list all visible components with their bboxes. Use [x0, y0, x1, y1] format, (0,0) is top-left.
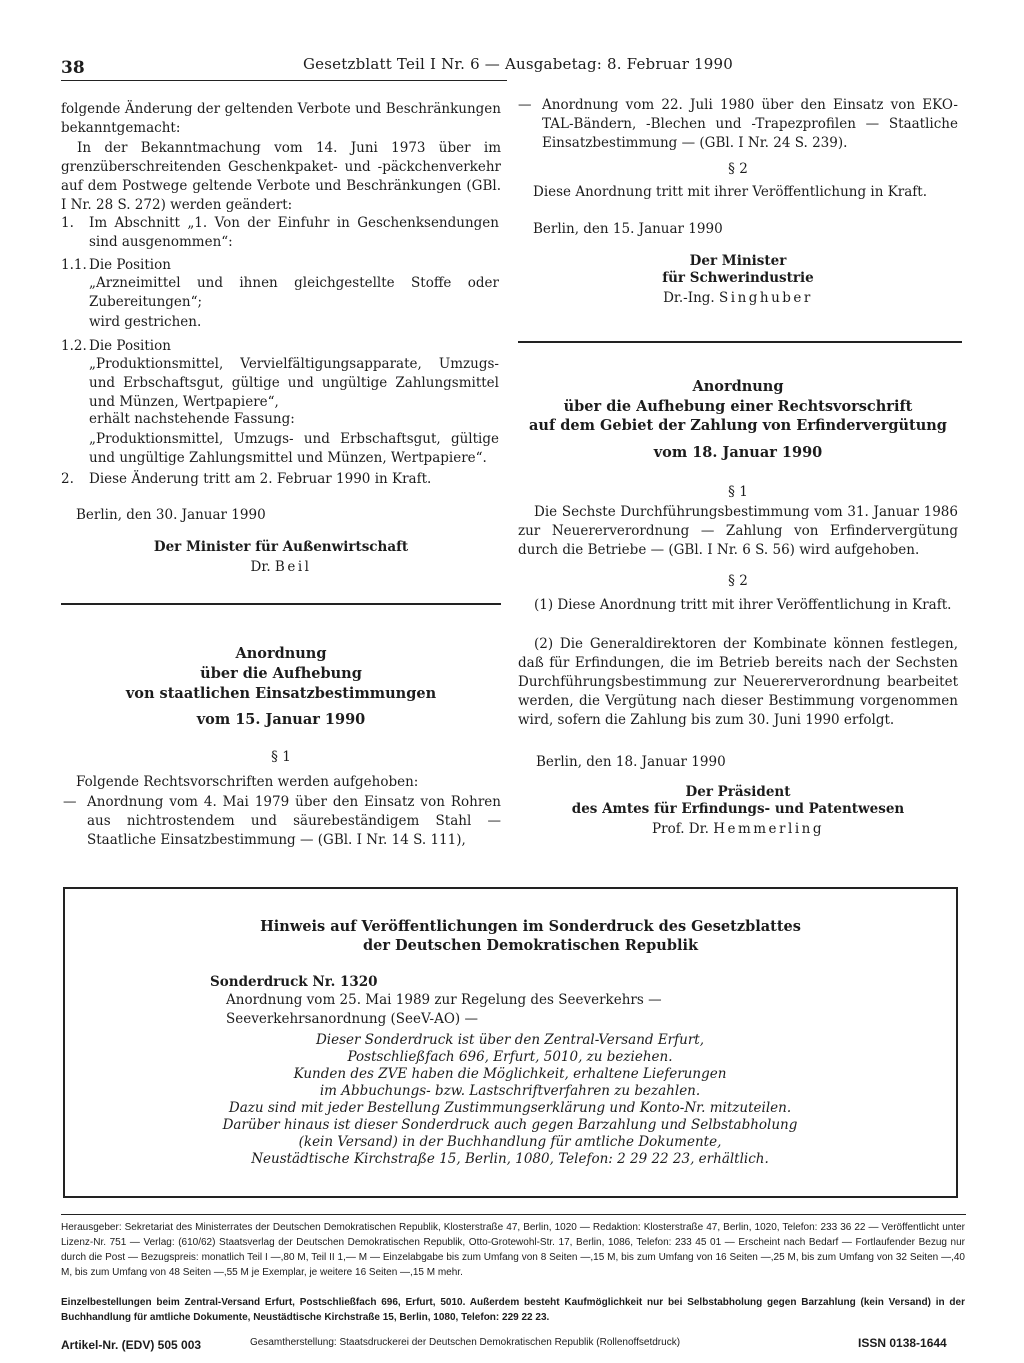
footer-article-number: Artikel-Nr. (EDV) 505 003 [61, 1338, 202, 1352]
ord2-section-1: § 1 [271, 749, 291, 765]
item-1-1-number: 1.1. [61, 257, 87, 273]
ord2-dash-1-marker: — [63, 794, 77, 810]
signer-prefix-3: Prof. Dr. [652, 821, 709, 837]
footer-orders: Einzelbestellungen beim Zentral-Versand Erfurt, Postschließfach 696, Erfurt, 5010. Außerdem besteht Kaufmöglichkeit nur bei Selbstabholung gegen Barzahlung (kein Versand) in der Buchhandlung für amtliche Dokumente, Neustädtische Kirchstraße 15, Berlin, 1080, Telefon: 229 22 23. [61, 1297, 965, 1323]
item-1-2-mid: erhält nachstehende Fassung: [89, 411, 295, 427]
signer-title-1: Der Minister für Außenwirtschaft [153, 539, 409, 555]
signer-prefix-2: Dr.-Ing. [663, 290, 715, 306]
notice-text: Anordnung vom 25. Mai 1989 zur Regelung des Seeverkehrs — Seeverkehrsanordnung (SeeV-AO) — [226, 992, 662, 1027]
ord3-section-1: § 1 [728, 484, 748, 500]
ord2-section-2: § 2 [728, 161, 748, 177]
item-1-number: 1. [61, 215, 74, 231]
item-1-1-after: wird gestrichen. [89, 314, 202, 330]
page-header-title: Gesetzblatt Teil I Nr. 6 — Ausgabetag: 8. Februar 1990 [303, 55, 734, 73]
ord2-title-line1: Anordnung [235, 645, 327, 662]
signer-prefix-1: Dr. [250, 559, 271, 575]
ord2-dash-2-marker: — [518, 97, 532, 113]
signer-title-2b: für Schwerindustrie [662, 270, 814, 286]
signer-title-2a: Der Minister [689, 253, 787, 269]
notice-title-line1: Hinweis auf Veröffentlichungen im Sonderdruck des Gesetzblattes [260, 918, 801, 935]
item-1-text: Im Abschnitt „1. Von der Einfuhr in Geschenksendungen sind ausgenommen“: [89, 215, 499, 250]
ord2-dash-1-text: Anordnung vom 4. Mai 1979 über den Einsatz von Rohren aus nichtrostendem und säurebeständigem Stahl — Staatliche Einsatzbestimmung — (GBl. I Nr. 14 S. 111), [87, 794, 501, 848]
notice-line-5: Dazu sind mit jeder Bestellung Zustimmungserklärung und Konto-Nr. mitzuteilen. [228, 1100, 792, 1116]
notice-line-3: Kunden des ZVE haben die Möglichkeit, erhaltene Lieferungen [293, 1066, 727, 1082]
footer-divider [61, 1214, 966, 1215]
place-date-2: Berlin, den 15. Januar 1990 [533, 221, 723, 237]
signer-surname-2: Singhuber [719, 290, 813, 306]
ord3-title-line3: auf dem Gebiet der Zahlung von Erfindervergütung [529, 417, 947, 434]
ord3-section-2-p1: (1) Diese Anordnung tritt mit ihrer Veröffentlichung in Kraft. [534, 597, 952, 613]
intro-text: folgende Änderung der geltenden Verbote und Beschränkungen bekanntgemacht: [61, 101, 501, 136]
ord3-title-line2: über die Aufhebung einer Rechtsvorschrift [563, 398, 913, 415]
notice-line-2: Postschließfach 696, Erfurt, 5010, zu beziehen. [347, 1049, 673, 1065]
item-2-number: 2. [61, 471, 74, 487]
ord2-title-line2: über die Aufhebung [200, 665, 362, 682]
signer-surname-1: Beil [274, 559, 312, 575]
signer-title-3a: Der Präsident [685, 784, 791, 800]
footer-imprint: Herausgeber: Sekretariat des Ministerrates der Deutschen Demokratischen Republik, Klosterstraße 47, Berlin, 1020 — Redaktion: Klosterstraße 47, Berlin, 1020, Telefon: 233 36 22 — Veröffentlicht unter Lizenz-Nr. 751 — Verlag: (610/62) Staatsverlag der Deutschen Demokratischen Republik, Otto-Grotewohl-Str. 17, Berlin, 1086, Telefon: 233 45 01 — Erscheint nach Bedarf — Fortlaufender Bezug nur durch die Post — Bezugspreis: monatlich Teil I —,80 M, Teil II 1,— M — Einzelabgabe bis zum Umfang von 8 Seiten —,15 M, bis zum Umfang von 16 Seiten —,25 M, bis zum Umfang von 32 Seiten —,40 M, bis zum Umfang von 48 Seiten —,55 M je Exemplar, je weitere 16 Seiten —,15 M mehr. [61, 1222, 965, 1278]
ord3-date: vom 18. Januar 1990 [653, 444, 823, 461]
signer-name-1 [61, 558, 501, 577]
paragraph-bekanntmachung: In der Bekanntmachung vom 14. Juni 1973 über im grenzüberschreitenden Geschenkpaket- und -päckchenverkehr auf dem Postwege geltende Verbote und Beschränkungen (GBl. I Nr. 28 S. 272) werden geändert: [61, 140, 501, 213]
notice-line-6: Darüber hinaus ist dieser Sonderdruck auch gegen Barzahlung und Selbstabholung [222, 1117, 798, 1133]
place-date-1: Berlin, den 30. Januar 1990 [76, 507, 266, 523]
item-1-2-number: 1.2. [61, 338, 87, 354]
ord3-section-1-text: Die Sechste Durchführungsbestimmung vom 31. Januar 1986 zur Neuererverordnung — Zahlung von Erfindervergütung durch die Betriebe — (GBl. I Nr. 6 S. 56) wird aufgehoben. [518, 504, 958, 558]
ord2-date: vom 15. Januar 1990 [196, 711, 366, 728]
footer-issn: ISSN 0138-1644 [858, 1336, 947, 1350]
ord2-section-1-intro: Folgende Rechtsvorschriften werden aufgehoben: [76, 774, 419, 790]
signer-title-3b: des Amtes für Erfindungs- und Patentwesen [571, 801, 905, 817]
signer-name-2 [518, 289, 958, 308]
page-number: 38 [61, 58, 85, 78]
ord3-section-2-p2: (2) Die Generaldirektoren der Kombinate können festlegen, daß für Erfindungen, die im Betrieb bereits nach der Sechsten Durchführungsbestimmung zur Neuererverordnung bearbeitet werden, die Vergütung nach dieser Bestimmung vorgenommen wird, sofern die Zahlung bis zum 30. Juni 1990 erfolgt. [518, 636, 958, 728]
footer-printer: Gesamtherstellung: Staatsdruckerei der Deutschen Demokratischen Republik (Rollenoffsetdruck) [250, 1337, 681, 1348]
section-divider-left [61, 603, 501, 605]
notice-line-8: Neustädtische Kirchstraße 15, Berlin, 1080, Telefon: 2 29 22 23, erhältlich. [251, 1151, 769, 1167]
section-divider-right [518, 341, 962, 343]
item-1-2-title: Die Position [89, 338, 171, 354]
item-1-1-text: „Arzneimittel und ihnen gleichgestellte Stoffe oder Zubereitungen“; [89, 275, 499, 310]
ord3-section-2: § 2 [728, 573, 748, 589]
ord2-section-2-text: Diese Anordnung tritt mit ihrer Veröffentlichung in Kraft. [533, 184, 927, 200]
item-1-1-title: Die Position [89, 257, 171, 273]
item-1-2-new: „Produktionsmittel, Umzugs- und Erbschaftsgut, gültige und ungültige Zahlungsmittel und Münzen, Wertpapiere“. [89, 431, 499, 466]
signer-name-3 [518, 820, 958, 839]
place-date-3: Berlin, den 18. Januar 1990 [536, 754, 726, 770]
notice-line-4: im Abbuchungs- bzw. Lastschriftverfahren zu bezahlen. [319, 1083, 701, 1099]
notice-title-line2: der Deutschen Demokratischen Republik [362, 937, 699, 954]
notice-line-1: Dieser Sonderdruck ist über den Zentral-Versand Erfurt, [315, 1032, 705, 1048]
notice-line-7: (kein Versand) in der Buchhandlung für amtliche Dokumente, [298, 1134, 722, 1150]
item-2-text: Diese Änderung tritt am 2. Februar 1990 in Kraft. [89, 471, 432, 487]
header-divider [61, 80, 507, 81]
notice-label: Sonderdruck Nr. 1320 [210, 974, 378, 990]
item-1-2-text: „Produktionsmittel, Vervielfältigungsapparate, Umzugs- und Erbschaftsgut, gültige und ungültige Zahlungsmittel und Münzen, Wertpapiere“, [89, 356, 499, 410]
ord3-title-line1: Anordnung [692, 378, 784, 395]
ord2-dash-2-text: Anordnung vom 22. Juli 1980 über den Einsatz von EKO-TAL-Bändern, -Blechen und -Trapezprofilen — Staatliche Einsatzbestimmung — (GBl. I Nr. 24 S. 239). [542, 97, 958, 151]
signer-surname-3: Hemmerling [713, 821, 824, 837]
ord2-title-line3: von staatlichen Einsatzbestimmungen [125, 685, 437, 702]
